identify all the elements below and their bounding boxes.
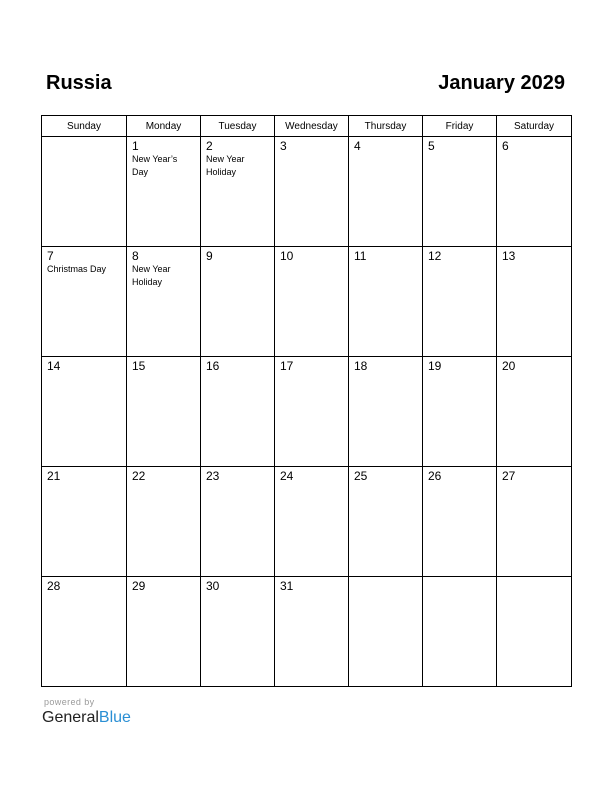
day-cell xyxy=(275,247,349,357)
day-cell xyxy=(497,577,572,687)
holiday-label: New Year’s Day xyxy=(132,154,178,177)
day-cell xyxy=(275,137,349,247)
day-cell xyxy=(42,577,127,687)
day-cell xyxy=(201,137,275,247)
weekday-header: Friday xyxy=(423,116,497,137)
day-cell xyxy=(497,467,572,577)
day-cell xyxy=(497,137,572,247)
day-number: 10 xyxy=(280,249,294,263)
day-number: 24 xyxy=(280,469,294,483)
day-number: 8 xyxy=(132,249,139,263)
holiday-label: Christmas Day xyxy=(47,264,107,274)
powered-by-label: powered by xyxy=(44,697,95,707)
day-cell xyxy=(201,577,275,687)
day-number: 6 xyxy=(502,139,509,153)
day-number: 26 xyxy=(428,469,442,483)
weekday-header: Wednesday xyxy=(275,116,349,137)
day-number: 9 xyxy=(206,249,213,263)
day-number: 29 xyxy=(132,579,146,593)
day-number: 21 xyxy=(47,469,61,483)
brand-logo xyxy=(42,708,131,728)
day-number: 2 xyxy=(206,139,213,153)
day-number: 14 xyxy=(47,359,61,373)
day-cell xyxy=(497,357,572,467)
day-cell xyxy=(423,357,497,467)
day-number: 1 xyxy=(132,139,139,153)
day-cell xyxy=(201,467,275,577)
day-number: 19 xyxy=(428,359,442,373)
day-cell xyxy=(201,247,275,357)
day-cell xyxy=(42,137,127,247)
day-cell xyxy=(349,577,423,687)
day-number: 3 xyxy=(280,139,287,153)
day-cell xyxy=(423,577,497,687)
day-cell xyxy=(201,357,275,467)
day-cell xyxy=(127,357,201,467)
brand-name-general: General xyxy=(42,709,99,726)
day-number: 22 xyxy=(132,469,146,483)
holiday-label: New Year Holiday xyxy=(206,154,245,177)
day-number: 16 xyxy=(206,359,220,373)
week-row xyxy=(42,467,572,577)
day-number: 17 xyxy=(280,359,294,373)
day-cell xyxy=(127,467,201,577)
day-cell xyxy=(127,137,201,247)
day-number: 4 xyxy=(354,139,361,153)
day-number: 5 xyxy=(428,139,435,153)
week-row xyxy=(42,247,572,357)
month-year-title: January 2029 xyxy=(438,72,565,94)
day-number: 25 xyxy=(354,469,368,483)
brand-name-blue: Blue xyxy=(98,709,131,726)
day-cell xyxy=(423,137,497,247)
day-cell xyxy=(127,577,201,687)
day-cell xyxy=(349,357,423,467)
day-cell xyxy=(42,467,127,577)
day-cell xyxy=(275,467,349,577)
weekday-header: Tuesday xyxy=(201,116,275,137)
day-number: 27 xyxy=(502,469,516,483)
day-cell xyxy=(497,247,572,357)
day-number: 28 xyxy=(47,579,61,593)
calendar-grid xyxy=(41,115,572,687)
country-title: Russia xyxy=(46,72,112,94)
day-cell xyxy=(423,467,497,577)
day-cell xyxy=(42,247,127,357)
day-cell xyxy=(349,467,423,577)
week-row xyxy=(42,577,572,687)
day-number: 20 xyxy=(502,359,516,373)
day-cell xyxy=(275,577,349,687)
day-cell xyxy=(275,357,349,467)
holiday-label: New Year Holiday xyxy=(132,264,171,287)
day-number: 12 xyxy=(428,249,442,263)
week-row xyxy=(42,357,572,467)
day-number: 23 xyxy=(206,469,220,483)
day-cell xyxy=(42,357,127,467)
weekday-header: Monday xyxy=(127,116,201,137)
weekday-header-row xyxy=(42,116,572,137)
day-number: 18 xyxy=(354,359,368,373)
day-number: 31 xyxy=(280,579,294,593)
day-cell xyxy=(349,247,423,357)
weekday-header: Sunday xyxy=(42,116,127,137)
day-cell xyxy=(423,247,497,357)
day-number: 11 xyxy=(354,249,367,263)
weekday-header: Saturday xyxy=(497,116,572,137)
day-number: 13 xyxy=(502,249,516,263)
day-number: 7 xyxy=(47,249,54,263)
day-number: 30 xyxy=(206,579,220,593)
weekday-header: Thursday xyxy=(349,116,423,137)
day-cell xyxy=(127,247,201,357)
day-number: 15 xyxy=(132,359,146,373)
day-cell xyxy=(349,137,423,247)
week-row xyxy=(42,137,572,247)
